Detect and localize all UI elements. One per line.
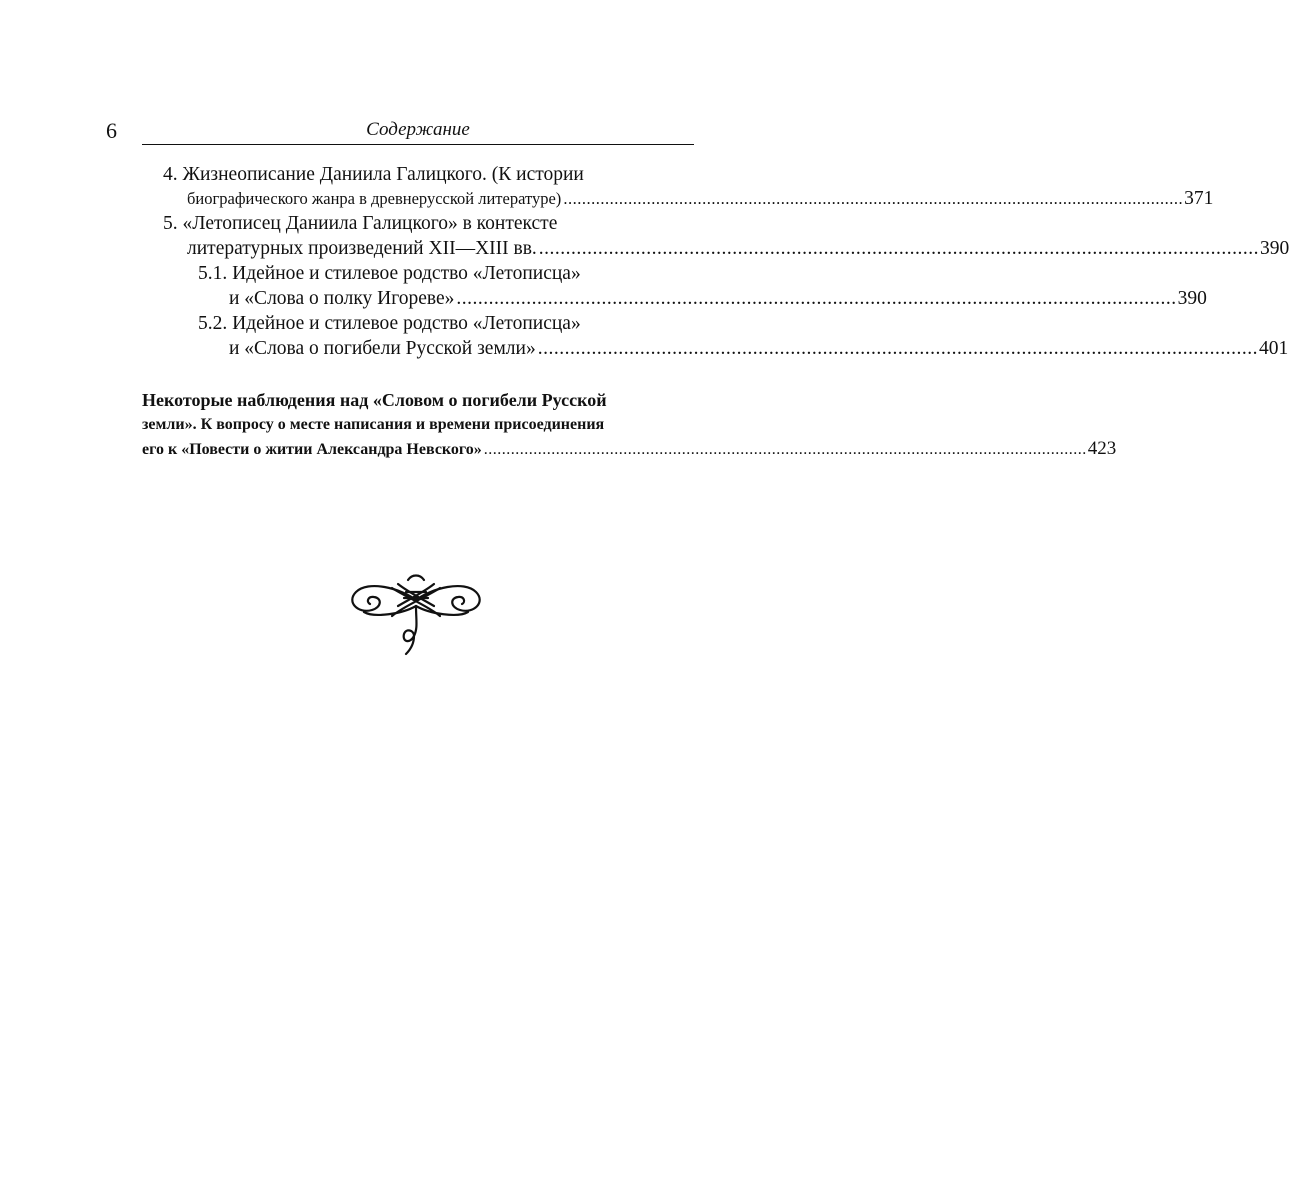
toc-entry-title: 5. «Летописец Даниила Галицкого» в контексте xyxy=(163,213,558,234)
toc-entry-line xyxy=(142,261,694,286)
toc-entry-title-cont: литературных произведений XII—XIII вв. xyxy=(187,238,537,259)
flourish-ornament-icon xyxy=(348,570,484,658)
toc-entry-line xyxy=(142,336,1289,361)
toc-entry-title: 4. Жизнеописание Даниила Галицкого. (К истории xyxy=(163,164,584,185)
page-number: 6 xyxy=(106,118,117,143)
toc-entry-line xyxy=(142,162,694,187)
toc-entry-line xyxy=(142,286,1207,311)
toc-entry-title: 5.1. Идейное и стилевое родство «Летописца» xyxy=(198,263,581,284)
toc-entry-line xyxy=(142,413,694,437)
toc-entry-5 xyxy=(142,211,1289,261)
toc-entry-title: Некоторые наблюдения над «Словом о погибели Русской xyxy=(142,390,607,410)
dot-leader: ...................................................................................................................................... xyxy=(537,338,1258,359)
toc-entry-line xyxy=(142,187,1214,211)
dot-leader: ...................................................................................................................................... xyxy=(538,238,1260,259)
dot-leader: ...................................................................................................................................... xyxy=(563,189,1184,208)
toc-page-number: 371 xyxy=(1184,188,1214,209)
toc-entry-title: 5.2. Идейное и стилевое родство «Летописца» xyxy=(198,313,581,334)
toc-entry-line xyxy=(142,211,694,236)
toc-article-entry xyxy=(142,388,1117,461)
running-head: Содержание xyxy=(366,119,470,140)
toc-entry-title-cont: и «Слова о полку Игореве» xyxy=(229,288,455,309)
toc-entry-title-cont: и «Слова о погибели Русской земли» xyxy=(229,338,536,359)
table-of-contents xyxy=(142,162,1289,461)
header-rule xyxy=(142,144,694,145)
toc-entry-line xyxy=(142,311,694,336)
dot-leader: ...................................................................................................................................... xyxy=(483,441,1087,458)
toc-entry-title-cont: биографического жанра в древнерусской литературе) xyxy=(187,189,562,208)
toc-entry-5-1 xyxy=(142,261,1207,311)
toc-entry-line xyxy=(142,236,1289,261)
toc-page-number: 423 xyxy=(1087,438,1117,459)
toc-entry-4 xyxy=(142,162,1214,211)
toc-page-number: 390 xyxy=(1260,238,1289,259)
toc-entry-line xyxy=(142,437,1117,461)
toc-page-number: 401 xyxy=(1258,338,1289,359)
dot-leader: ...................................................................................................................................... xyxy=(456,288,1177,309)
toc-entry-title-cont: его к «Повести о житии Александра Невского» xyxy=(142,441,482,458)
toc-entry-line xyxy=(142,388,694,413)
toc-page-number: 390 xyxy=(1177,288,1207,309)
toc-entry-5-2 xyxy=(142,311,1289,361)
toc-entry-title-cont: земли». К вопросу о месте написания и времени присоединения xyxy=(142,416,605,433)
